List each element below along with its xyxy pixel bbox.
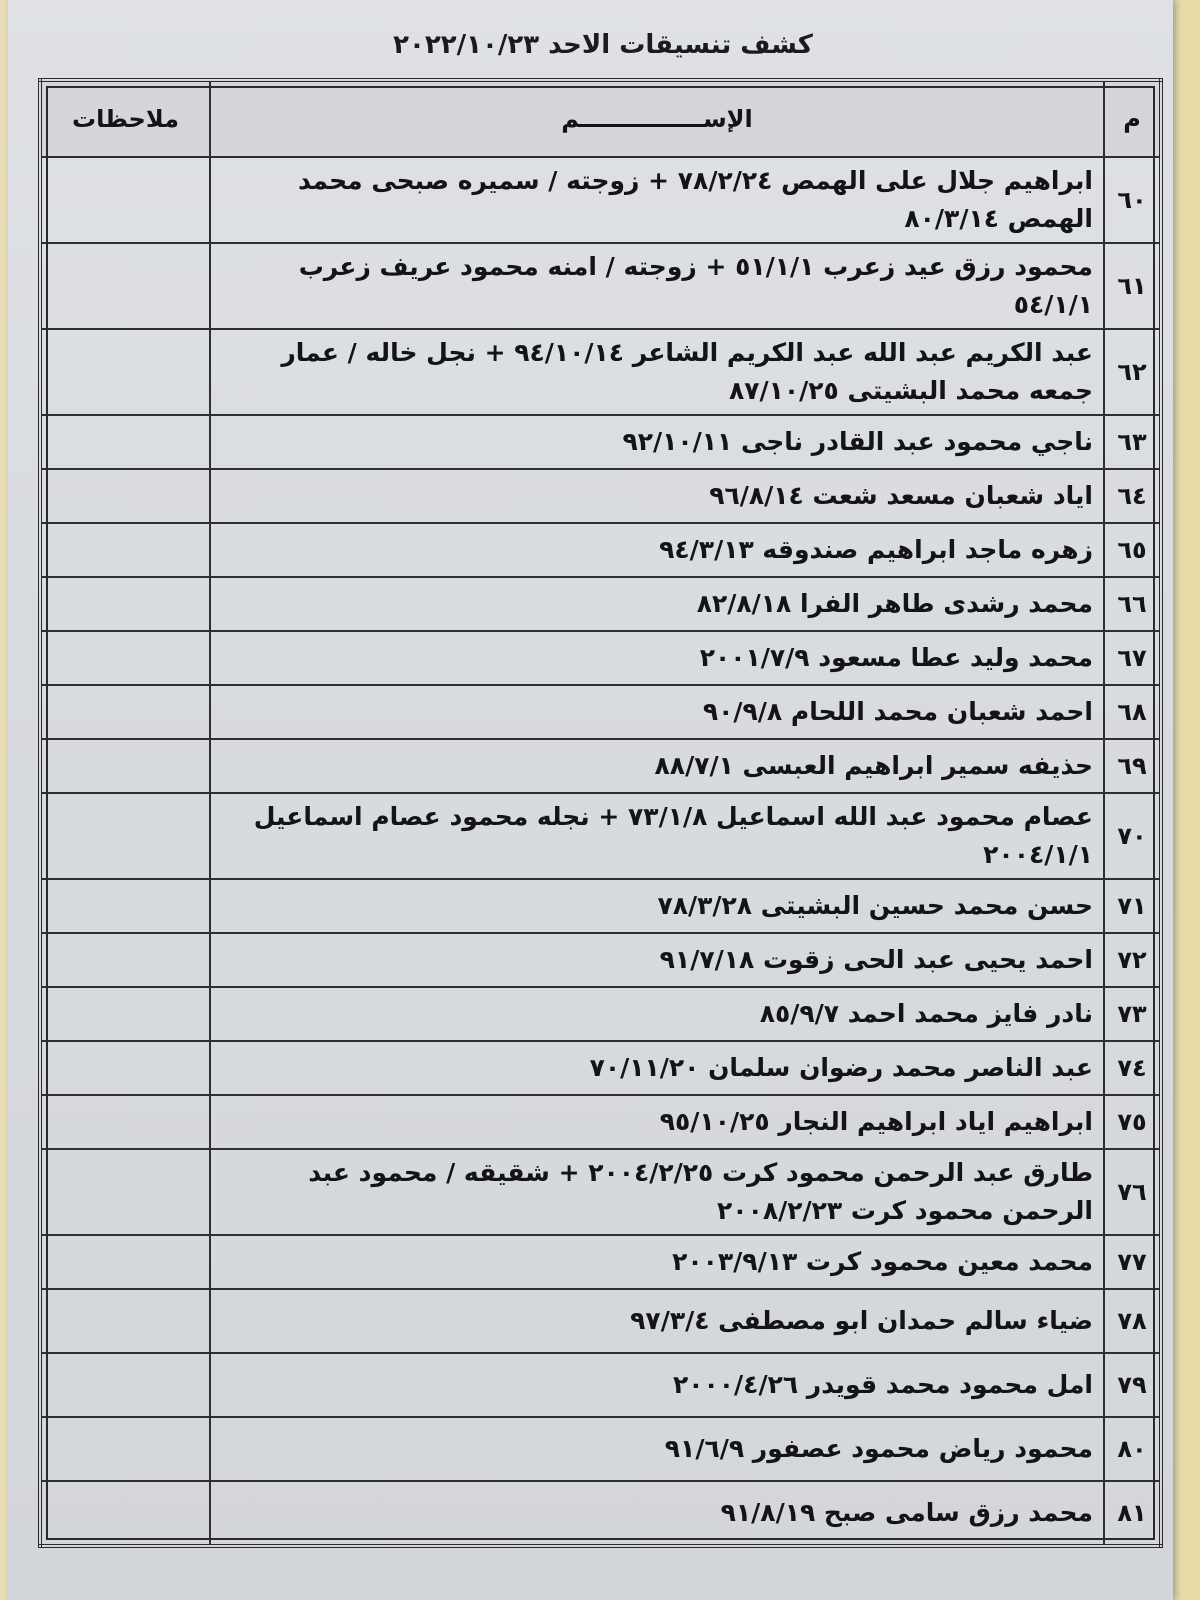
table-row [40, 469, 1161, 523]
row-number: ٧٦ [1104, 1149, 1161, 1235]
row-notes [40, 1481, 210, 1546]
row-notes [40, 1289, 210, 1353]
row-number: ٧١ [1104, 879, 1161, 933]
row-name: عبد الناصر محمد رضوان سلمان ٧٠/١١/٢٠ [210, 1041, 1104, 1095]
row-notes [40, 1235, 210, 1289]
row-number: ٧٧ [1104, 1235, 1161, 1289]
row-notes [40, 577, 210, 631]
table-row [40, 577, 1161, 631]
row-number: ٧٥ [1104, 1095, 1161, 1149]
coordination-table [38, 78, 1163, 1548]
row-number: ٦٥ [1104, 523, 1161, 577]
header-number: م [1104, 80, 1161, 157]
table-row [40, 523, 1161, 577]
table-row [40, 879, 1161, 933]
header-name: الإســـــــــــــــم [210, 80, 1104, 157]
row-notes [40, 879, 210, 933]
row-number: ٧٤ [1104, 1041, 1161, 1095]
table-row [40, 793, 1161, 879]
row-name: حذيفه سمير ابراهيم العبسى ٨٨/٧/١ [210, 739, 1104, 793]
table-row [40, 1417, 1161, 1481]
row-number: ٦٦ [1104, 577, 1161, 631]
row-number: ٧٩ [1104, 1353, 1161, 1417]
row-name: امل محمود محمد قويدر ٢٠٠٠/٤/٢٦ [210, 1353, 1104, 1417]
table-row [40, 1149, 1161, 1235]
row-notes [40, 1041, 210, 1095]
row-notes [40, 631, 210, 685]
row-name: محمود رزق عيد زعرب ٥١/١/١ + زوجته / امنه محمود عريف زعرب ٥٤/١/١ [210, 243, 1104, 329]
table-row [40, 1095, 1161, 1149]
table-row [40, 631, 1161, 685]
row-number: ٦٤ [1104, 469, 1161, 523]
table-row [40, 1041, 1161, 1095]
page-title: كشف تنسيقات الاحد ٢٠٢٢/١٠/٢٣ [393, 30, 813, 60]
row-notes [40, 329, 210, 415]
table-row [40, 1353, 1161, 1417]
row-notes [40, 469, 210, 523]
row-name: احمد يحيى عبد الحى زقوت ٩١/٧/١٨ [210, 933, 1104, 987]
row-name: نادر فايز محمد احمد ٨٥/٩/٧ [210, 987, 1104, 1041]
row-name: محمد رشدى طاهر الفرا ٨٢/٨/١٨ [210, 577, 1104, 631]
table-row [40, 329, 1161, 415]
row-number: ٧٣ [1104, 987, 1161, 1041]
row-notes [40, 157, 210, 243]
row-notes [40, 685, 210, 739]
row-number: ٦٠ [1104, 157, 1161, 243]
row-name: حسن محمد حسين البشيتى ٧٨/٣/٢٨ [210, 879, 1104, 933]
row-number: ٧٢ [1104, 933, 1161, 987]
row-notes [40, 523, 210, 577]
row-name: محمد وليد عطا مسعود ٢٠٠١/٧/٩ [210, 631, 1104, 685]
row-notes [40, 1095, 210, 1149]
row-name: ضياء سالم حمدان ابو مصطفى ٩٧/٣/٤ [210, 1289, 1104, 1353]
table-row [40, 415, 1161, 469]
row-name: محمود رياض محمود عصفور ٩١/٦/٩ [210, 1417, 1104, 1481]
header-notes: ملاحظات [40, 80, 210, 157]
row-notes [40, 1353, 210, 1417]
row-number: ٧٠ [1104, 793, 1161, 879]
row-name: عصام محمود عبد الله اسماعيل ٧٣/١/٨ + نجله محمود عصام اسماعيل ٢٠٠٤/١/١ [210, 793, 1104, 879]
row-notes [40, 243, 210, 329]
row-notes [40, 739, 210, 793]
row-notes [40, 793, 210, 879]
row-number: ٨١ [1104, 1481, 1161, 1546]
row-name: محمد رزق سامى صبح ٩١/٨/١٩ [210, 1481, 1104, 1546]
row-number: ٧٨ [1104, 1289, 1161, 1353]
row-name: زهره ماجد ابراهيم صندوقه ٩٤/٣/١٣ [210, 523, 1104, 577]
row-number: ٦١ [1104, 243, 1161, 329]
row-name: ناجي محمود عبد القادر ناجى ٩٢/١٠/١١ [210, 415, 1104, 469]
row-number: ٦٨ [1104, 685, 1161, 739]
row-number: ٦٧ [1104, 631, 1161, 685]
row-number: ٦٣ [1104, 415, 1161, 469]
row-name: طارق عبد الرحمن محمود كرت ٢٠٠٤/٢/٢٥ + شقيقه / محمود عبد الرحمن محمود كرت ٢٠٠٨/٢/٢٣ [210, 1149, 1104, 1235]
row-name: محمد معين محمود كرت ٢٠٠٣/٩/١٣ [210, 1235, 1104, 1289]
paper-sheet [8, 0, 1173, 1600]
row-name: ابراهيم اياد ابراهيم النجار ٩٥/١٠/٢٥ [210, 1095, 1104, 1149]
table-row [40, 1289, 1161, 1353]
table-row [40, 1235, 1161, 1289]
row-notes [40, 415, 210, 469]
row-notes [40, 933, 210, 987]
row-number: ٦٩ [1104, 739, 1161, 793]
row-notes [40, 987, 210, 1041]
row-name: احمد شعبان محمد اللحام ٩٠/٩/٨ [210, 685, 1104, 739]
table-row [40, 987, 1161, 1041]
row-name: عبد الكريم عبد الله عبد الكريم الشاعر ٩٤/١٠/١٤ + نجل خاله / عمار جمعه محمد البشيتى ٨٧/١٠/٢٥ [210, 329, 1104, 415]
row-name: اياد شعبان مسعد شعت ٩٦/٨/١٤ [210, 469, 1104, 523]
table-row [40, 933, 1161, 987]
table-row [40, 739, 1161, 793]
table-row [40, 1481, 1161, 1546]
row-number: ٨٠ [1104, 1417, 1161, 1481]
row-number: ٦٢ [1104, 329, 1161, 415]
row-name: ابراهيم جلال على الهمص ٧٨/٢/٢٤ + زوجته / سميره صبحى محمد الهمص ٨٠/٣/١٤ [210, 157, 1104, 243]
table-row [40, 157, 1161, 243]
row-notes [40, 1149, 210, 1235]
table-row [40, 685, 1161, 739]
row-notes [40, 1417, 210, 1481]
table-header-row [40, 80, 1161, 157]
table-row [40, 243, 1161, 329]
